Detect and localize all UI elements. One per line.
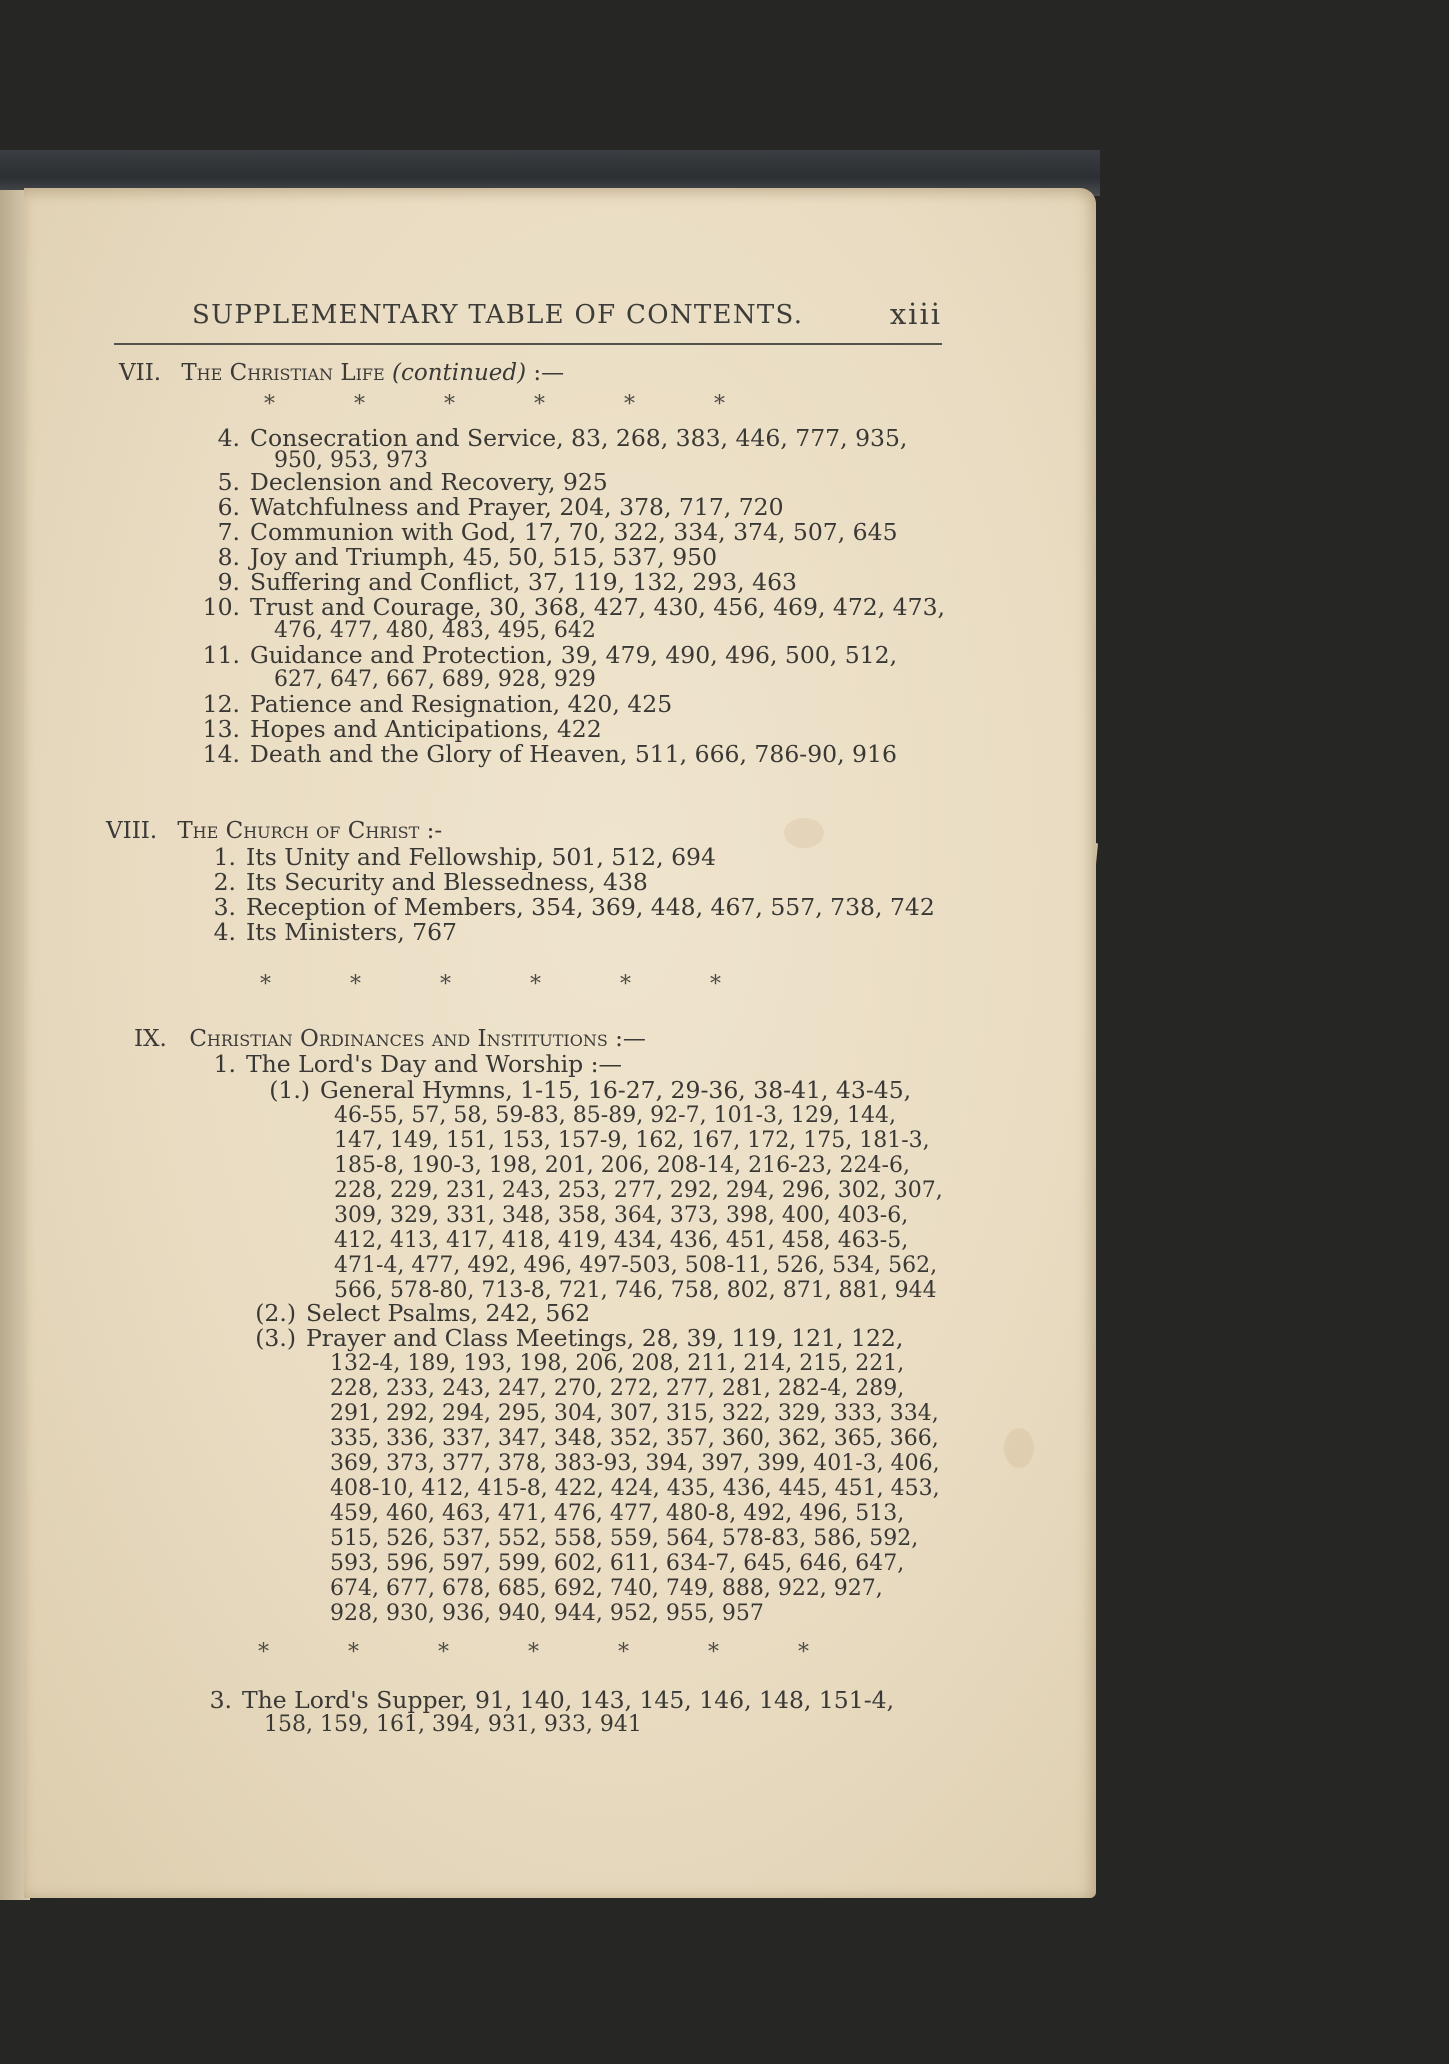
- item-number: 10.: [202, 593, 240, 621]
- sub-item-line: 132-4, 189, 193, 198, 206, 208, 211, 214, 215, 221,: [330, 1351, 905, 1376]
- sub-item-number: (3.): [255, 1324, 296, 1352]
- item-text: Suffering and Conflict, 37, 119, 132, 293, 463: [250, 568, 797, 596]
- sub-item-line: 185-8, 190-3, 198, 201, 206, 208-14, 216-23, 224-6,: [334, 1153, 910, 1178]
- sub-item-text: Select Psalms, 242, 562: [306, 1299, 591, 1327]
- sub-item-line: 412, 413, 417, 418, 419, 434, 436, 451, 458, 463-5,: [334, 1228, 909, 1253]
- item-continuation: 627, 647, 667, 689, 928, 929: [274, 667, 596, 692]
- item-number: 6.: [217, 493, 240, 521]
- section-numeral: VIII.: [106, 818, 158, 844]
- sub-item: [255, 1299, 591, 1327]
- star: *: [528, 1640, 539, 1665]
- sub-item-line: 291, 292, 294, 295, 304, 307, 315, 322, 329, 333, 334,: [330, 1401, 939, 1426]
- sub-item-number: (2.): [255, 1299, 296, 1327]
- item-text: Joy and Triumph, 45, 50, 515, 537, 950: [250, 543, 718, 571]
- star: *: [620, 972, 631, 997]
- sub-item-line: 515, 526, 537, 552, 558, 559, 564, 578-83, 586, 592,: [330, 1526, 919, 1551]
- star: *: [534, 392, 545, 417]
- section-tail: :—: [615, 1026, 646, 1052]
- item-number: 7.: [217, 518, 240, 546]
- sub-item-text: General Hymns, 1-15, 16-27, 29-36, 38-41, 43-45,: [320, 1076, 912, 1104]
- section-title: The Church of Christ: [177, 818, 420, 844]
- sub-item-number: (1.): [269, 1076, 310, 1104]
- list-item: [202, 715, 602, 743]
- header-title: SUPPLEMENTARY TABLE OF CONTENTS.: [192, 300, 804, 330]
- section-title: Christian Ordinances and Institutions: [189, 1026, 608, 1052]
- star: *: [714, 392, 725, 417]
- star: *: [438, 1640, 449, 1665]
- star: *: [348, 1640, 359, 1665]
- item-text: The Lord's Supper, 91, 140, 143, 145, 146, 148, 151-4,: [242, 1686, 895, 1714]
- list-item: [217, 518, 898, 546]
- sub-item-line: 471-4, 477, 492, 496, 497-503, 508-11, 526, 534, 562,: [334, 1253, 938, 1278]
- item-number: 3.: [209, 1686, 232, 1714]
- star: *: [530, 972, 541, 997]
- ornament-stars: [258, 1640, 888, 1665]
- sub-item-text: Prayer and Class Meetings, 28, 39, 119, 121, 122,: [306, 1324, 904, 1352]
- list-item: [213, 1050, 623, 1078]
- item-number: 11.: [202, 641, 240, 669]
- section-heading-ix: [134, 1026, 646, 1052]
- star: *: [798, 1640, 809, 1665]
- item-number: 14.: [202, 740, 240, 768]
- item-text: Communion with God, 17, 70, 322, 334, 374, 507, 645: [250, 518, 898, 546]
- section-title: The Christian Life: [181, 360, 385, 386]
- section-numeral: VII.: [119, 360, 162, 386]
- sub-item-line: 928, 930, 936, 940, 944, 952, 955, 957: [330, 1601, 764, 1626]
- list-item: [213, 868, 648, 896]
- star: *: [624, 392, 635, 417]
- section-tail: :-: [426, 818, 443, 844]
- section-numeral: IX.: [134, 1026, 167, 1052]
- list-item: [209, 1686, 895, 1714]
- item-number: 4.: [213, 918, 236, 946]
- star: *: [350, 972, 361, 997]
- star: *: [708, 1640, 719, 1665]
- item-number: 3.: [213, 893, 236, 921]
- sub-item-line: 369, 373, 377, 378, 383-93, 394, 397, 399, 401-3, 406,: [330, 1451, 940, 1476]
- section-tail: :—: [533, 360, 565, 386]
- star: *: [440, 972, 451, 997]
- list-item: [202, 641, 898, 669]
- item-number: 2.: [213, 868, 236, 896]
- item-number: 1.: [213, 1050, 236, 1078]
- star: *: [444, 392, 455, 417]
- item-text: Reception of Members, 354, 369, 448, 467, 557, 738, 742: [246, 893, 935, 921]
- sub-item-line: 46-55, 57, 58, 59-83, 85-89, 92-7, 101-3, 129, 144,: [334, 1103, 896, 1128]
- sub-item-line: 566, 578-80, 713-8, 721, 746, 758, 802, 871, 881, 944: [334, 1278, 937, 1303]
- star: *: [260, 972, 271, 997]
- sub-item-line: 335, 336, 337, 347, 348, 352, 357, 360, 362, 365, 366,: [330, 1426, 939, 1451]
- item-text: Hopes and Anticipations, 422: [250, 715, 602, 743]
- item-text: Watchfulness and Prayer, 204, 378, 717, 720: [250, 493, 784, 521]
- item-number: 1.: [213, 843, 236, 871]
- item-text: Patience and Resignation, 420, 425: [250, 690, 673, 718]
- star: *: [354, 392, 365, 417]
- section-heading-viii: [106, 818, 442, 844]
- list-item: [217, 468, 608, 496]
- item-continuation: 158, 159, 161, 394, 931, 933, 941: [264, 1712, 642, 1737]
- item-text: Its Ministers, 767: [246, 918, 457, 946]
- item-continuation: 476, 477, 480, 483, 495, 642: [274, 618, 596, 643]
- sub-item-line: 147, 149, 151, 153, 157-9, 162, 167, 172, 175, 181-3,: [334, 1128, 930, 1153]
- list-item: [213, 918, 457, 946]
- list-item: [213, 843, 716, 871]
- item-number: 12.: [202, 690, 240, 718]
- sub-item-line: 459, 460, 463, 471, 476, 477, 480-8, 492, 496, 513,: [330, 1501, 905, 1526]
- page-stain: [784, 818, 824, 848]
- item-number: 5.: [217, 468, 240, 496]
- item-text: Declension and Recovery, 925: [250, 468, 608, 496]
- sub-item: [255, 1324, 904, 1352]
- sub-item-line: 593, 596, 597, 599, 602, 611, 634-7, 645, 646, 647,: [330, 1551, 905, 1576]
- item-number: 8.: [217, 543, 240, 571]
- book-page: [24, 188, 1096, 1898]
- star: *: [264, 392, 275, 417]
- sub-item-line: 228, 233, 243, 247, 270, 272, 277, 281, 282-4, 289,: [330, 1376, 905, 1401]
- item-text: Guidance and Protection, 39, 479, 490, 496, 500, 512,: [250, 641, 898, 669]
- star: *: [618, 1640, 629, 1665]
- star: *: [710, 972, 721, 997]
- list-item: [202, 593, 946, 621]
- item-text: Its Security and Blessedness, 438: [246, 868, 648, 896]
- ornament-stars: [260, 972, 800, 997]
- item-text: Consecration and Service, 83, 268, 383, 446, 777, 935,: [250, 424, 908, 452]
- item-text: The Lord's Day and Worship :—: [246, 1050, 623, 1078]
- item-number: 9.: [217, 568, 240, 596]
- header-rule: [114, 343, 942, 345]
- running-header: [192, 297, 942, 340]
- item-text: Trust and Courage, 30, 368, 427, 430, 456, 469, 472, 473,: [250, 593, 946, 621]
- page-number: xiii: [889, 297, 942, 331]
- star: *: [258, 1640, 269, 1665]
- item-number: 4.: [217, 424, 240, 452]
- section-suffix: (continued): [392, 360, 527, 386]
- ornament-stars: [264, 392, 804, 417]
- sub-item-line: 309, 329, 331, 348, 358, 364, 373, 398, 400, 403-6,: [334, 1203, 909, 1228]
- sub-item: [269, 1076, 912, 1104]
- section-heading-vii: [119, 360, 564, 386]
- list-item: [202, 740, 897, 768]
- list-item: [213, 893, 935, 921]
- sub-item-line: 408-10, 412, 415-8, 422, 424, 435, 436, 445, 451, 453,: [330, 1476, 940, 1501]
- item-text: Its Unity and Fellowship, 501, 512, 694: [246, 843, 716, 871]
- page-stain: [1004, 1428, 1034, 1468]
- item-continuation: 950, 953, 973: [274, 448, 428, 473]
- item-number: 13.: [202, 715, 240, 743]
- list-item: [217, 543, 718, 571]
- sub-item-line: 228, 229, 231, 243, 253, 277, 292, 294, 296, 302, 307,: [334, 1178, 943, 1203]
- item-text: Death and the Glory of Heaven, 511, 666, 786-90, 916: [250, 740, 897, 768]
- list-item: [217, 493, 784, 521]
- list-item: [202, 690, 673, 718]
- sub-item-line: 674, 677, 678, 685, 692, 740, 749, 888, 922, 927,: [330, 1576, 883, 1601]
- list-item: [217, 568, 797, 596]
